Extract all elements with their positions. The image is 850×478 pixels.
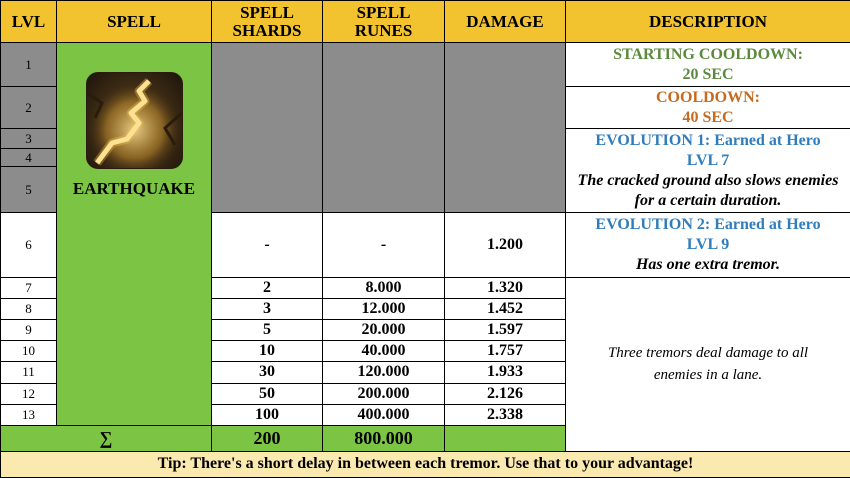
damage-cell: 1.597 [445, 319, 566, 340]
level-cell: 8 [1, 298, 57, 319]
damage-cell: 1.933 [445, 361, 566, 383]
evolution-1: EVOLUTION 1: Earned at Hero LVL 7 The cracked ground also slows enemies for a certain duration. [566, 129, 850, 213]
level-cell: 2 [1, 87, 57, 129]
shards-cell: 30 [212, 361, 323, 383]
runes-cell: 20.000 [323, 319, 445, 340]
header-lvl: LVL [1, 1, 57, 43]
damage-cell: 2.126 [445, 383, 566, 404]
shards-empty [212, 43, 323, 213]
level-cell: 6 [1, 213, 57, 277]
damage-cell: 1.452 [445, 298, 566, 319]
level-cell: 10 [1, 340, 57, 361]
level-cell: 11 [1, 361, 57, 383]
header-spell-runes: SPELL RUNES [323, 1, 445, 43]
total-shards: 200 [212, 425, 323, 451]
runes-cell: 12.000 [323, 298, 445, 319]
runes-cell: 40.000 [323, 340, 445, 361]
level-cell: 4 [1, 149, 57, 167]
header-damage: DAMAGE [445, 1, 566, 43]
header-spell: SPELL [57, 1, 212, 43]
damage-empty [445, 43, 566, 213]
evolution-2: EVOLUTION 2: Earned at Hero LVL 9 Has one extra tremor. [566, 213, 850, 277]
level-cell: 13 [1, 404, 57, 425]
shards-cell: 50 [212, 383, 323, 404]
header-row [1, 1, 850, 43]
header-description: DESCRIPTION [566, 1, 850, 43]
starting-cooldown: STARTING COOLDOWN: 20 SEC [566, 43, 850, 87]
runes-cell: 120.000 [323, 361, 445, 383]
total-damage-empty [445, 425, 566, 451]
spell-name: EARTHQUAKE [72, 179, 196, 199]
tip-row [1, 451, 850, 477]
damage-cell: 1.757 [445, 340, 566, 361]
shards-cell: 100 [212, 404, 323, 425]
spell-cell [57, 43, 212, 426]
damage-cell: 1.200 [445, 213, 566, 277]
level-cell: 1 [1, 43, 57, 87]
runes-cell: - [323, 213, 445, 277]
table-row [1, 43, 850, 87]
level-cell: 12 [1, 383, 57, 404]
sum-symbol: ∑ [1, 425, 212, 451]
earthquake-icon [86, 72, 183, 169]
shards-cell: 3 [212, 298, 323, 319]
damage-cell: 1.320 [445, 277, 566, 298]
level-cell: 5 [1, 167, 57, 213]
header-spell-shards: SPELL SHARDS [212, 1, 323, 43]
shards-cell: 5 [212, 319, 323, 340]
runes-cell: 200.000 [323, 383, 445, 404]
shards-cell: 2 [212, 277, 323, 298]
runes-cell: 8.000 [323, 277, 445, 298]
runes-empty [323, 43, 445, 213]
base-description: Three tremors deal damage to all enemies in a lane. [566, 277, 850, 451]
tip-text: Tip: There's a short delay in between each tremor. Use that to your advantage! [1, 451, 850, 477]
level-cell: 3 [1, 129, 57, 149]
level-cell: 9 [1, 319, 57, 340]
shards-cell: 10 [212, 340, 323, 361]
level-cell: 7 [1, 277, 57, 298]
total-runes: 800.000 [323, 425, 445, 451]
cooldown: COOLDOWN: 40 SEC [566, 87, 850, 129]
shards-cell: - [212, 213, 323, 277]
damage-cell: 2.338 [445, 404, 566, 425]
runes-cell: 400.000 [323, 404, 445, 425]
